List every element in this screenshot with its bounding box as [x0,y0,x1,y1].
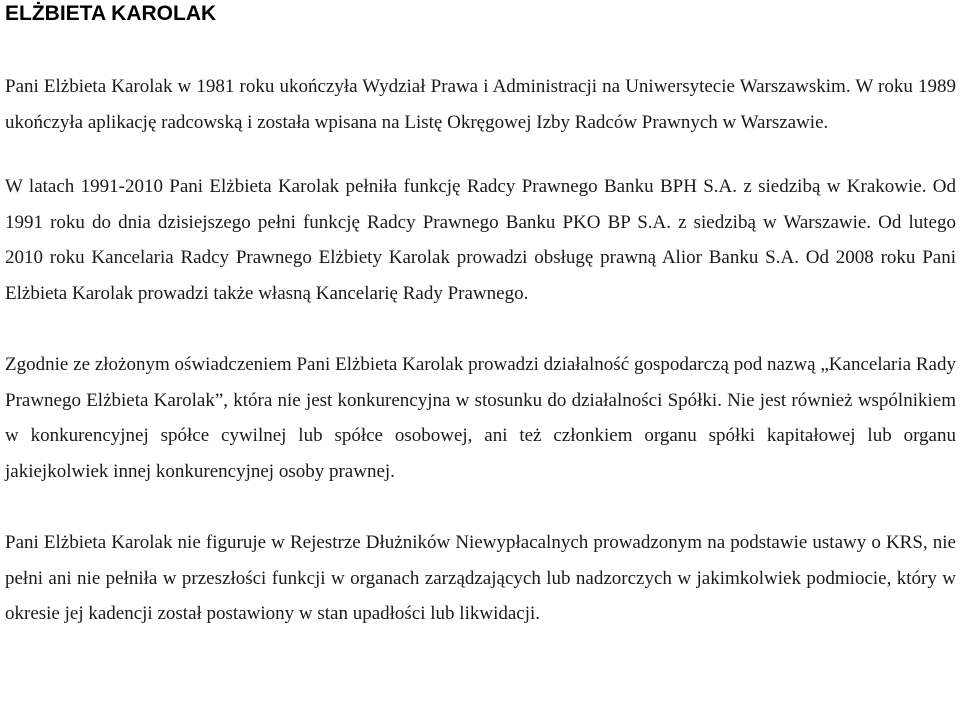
paragraph-career: W latach 1991-2010 Pani Elżbieta Karolak pełniła funkcję Radcy Prawnego Banku BPH S.A. z siedzibą w Krakowie. Od 1991 roku do dnia dzisiejszego pełni funkcję Radcy Prawnego Banku PKO BP S.A. z siedzibą w Warszawie. Od lutego 2010 roku Kancelaria Radcy Prawnego Elżbiety Karolak prowadzi obsługę prawną Alior Banku S.A. Od 2008 roku Pani Elżbieta Karolak prowadzi także własną Kancelarię Rady Prawnego. [5,176,956,304]
document-title: ELŻBIETA KAROLAK [5,2,217,25]
paragraph-education: Pani Elżbieta Karolak w 1981 roku ukończyła Wydział Prawa i Administracji na Uniwersytecie Warszawskim. W roku 1989 ukończyła aplikację radcowską i została wpisana na Listę Okręgowej Izby Radców Prawnych w Warszawie. [5,76,956,133]
paragraph-registry-statement: Pani Elżbieta Karolak nie figuruje w Rejestrze Dłużników Niewypłacalnych prowadzonym na podstawie ustawy o KRS, nie pełni ani nie pełniła w przeszłości funkcji w organach zarządzających lub nadzorczych w jakimkolwiek podmiocie, który w okresie jej kadencji został postawiony w stan upadłości lub likwidacji. [5,532,956,624]
paragraph-business-activity: Zgodnie ze złożonym oświadczeniem Pani Elżbieta Karolak prowadzi działalność gospodarczą pod nazwą „Kancelaria Rady Prawnego Elżbieta Karolak”, która nie jest konkurencyjna w stosunku do działalności Spółki. Nie jest również wspólnikiem w konkurencyjnej spółce cywilnej lub spółce osobowej, ani też członkiem organu spółki kapitałowej lub organu jakiejkolwiek innej konkurencyjnej osoby prawnej. [5,354,956,482]
